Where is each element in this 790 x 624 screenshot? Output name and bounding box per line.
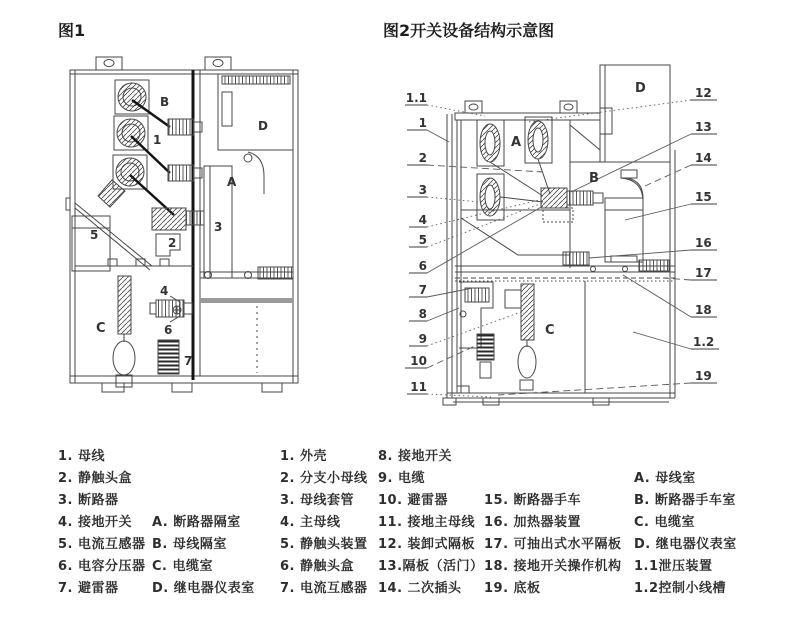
fig1-label-7: 7	[184, 354, 193, 368]
legend-item: 7. 电流互感器	[280, 581, 368, 596]
legend-item: 5. 电流互感器	[58, 537, 146, 552]
legend-item: C. 电缆室	[152, 559, 214, 574]
legend-item: 2. 静触头盒	[58, 471, 133, 486]
fig2-label-B: B	[589, 171, 599, 186]
fig2-callout-13: 13	[695, 120, 712, 134]
legend-item: 6. 电容分压器	[58, 559, 146, 574]
fig2-callout-1-1: 1.1	[405, 91, 427, 105]
fig2-drawing	[393, 50, 728, 430]
legend-item: 12. 装卸式隔板	[378, 537, 476, 552]
legend-item: 4. 主母线	[280, 515, 341, 530]
legend-item: 15. 断路器手车	[484, 493, 582, 508]
fig1-drawing	[52, 48, 317, 438]
legend-item: A. 母线室	[634, 471, 696, 486]
legend-item: 13.隔板（活门）	[378, 559, 484, 574]
fig1-legend-rooms	[152, 512, 255, 600]
fig2-callout-17: 17	[695, 266, 712, 280]
legend-item: 16. 加热器装置	[484, 515, 582, 530]
fig1-label-5: 5	[90, 228, 99, 242]
legend-item: 1.2控制小线槽	[634, 581, 727, 596]
fig1-legend-parts	[58, 446, 146, 600]
fig2-callout-11: 11	[410, 380, 427, 394]
fig2-callout-6: 6	[418, 259, 427, 273]
fig2-callout-1: 1	[418, 116, 427, 130]
fig1-label-B: B	[160, 95, 170, 109]
legend-item: 10. 避雷器	[378, 493, 449, 508]
fig2-title: 图2开关设备结构示意图	[383, 21, 555, 40]
fig1-label-4: 4	[160, 284, 169, 298]
legend-item: 17. 可抽出式水平隔板	[484, 537, 622, 552]
fig1-label-3: 3	[214, 220, 223, 234]
legend-item: 2. 分支小母线	[280, 471, 368, 486]
legend-item: C. 电缆室	[634, 515, 696, 530]
legend-item: 1.1泄压装置	[634, 559, 713, 574]
legend-item: 14. 二次插头	[378, 581, 462, 596]
fig2-callout-7: 7	[418, 283, 427, 297]
legend-item: 3. 断路器	[58, 493, 119, 508]
legend-item: A. 断路器隔室	[152, 515, 241, 530]
fig1-label-D: D	[258, 119, 268, 133]
legend-item: B. 母线隔室	[152, 537, 227, 552]
legend-item: 1. 母线	[58, 449, 106, 464]
legend-item: 9. 电缆	[378, 471, 426, 486]
fig2-cable-room	[457, 281, 585, 393]
fig1-label-1: 1	[153, 133, 162, 147]
legend-item: 3. 母线套管	[280, 493, 355, 508]
legend-item: D. 继电器仪表室	[152, 581, 255, 596]
fig1-title: 图1	[58, 21, 86, 40]
fig1-busbar-bushings	[72, 80, 204, 271]
fig1-label-6: 6	[164, 323, 173, 337]
fig2-legend-parts-a	[280, 446, 368, 600]
fig2-callout-12: 12	[695, 86, 712, 100]
legend-item: 18. 接地开关操作机构	[484, 559, 622, 574]
legend-item: 11. 接地主母线	[378, 515, 476, 530]
fig2-callout-4: 4	[418, 213, 427, 227]
fig1-label-C: C	[96, 321, 106, 336]
fig2-label-A: A	[511, 135, 522, 150]
legend-item: 6. 静触头盒	[280, 559, 355, 574]
fig2-legend-parts-b	[378, 446, 484, 600]
fig2-legend-rooms	[634, 468, 737, 600]
legend-item: 7. 避雷器	[58, 581, 119, 596]
fig2-callout-5: 5	[418, 233, 427, 247]
fig2-callout-19: 19	[695, 369, 712, 383]
legend-item: B. 断路器手车室	[634, 493, 736, 508]
fig2-label-C: C	[545, 323, 555, 338]
fig2-callout-10: 10	[410, 354, 427, 368]
fig2-callout-9: 9	[418, 332, 427, 346]
fig2-callout-14: 14	[695, 151, 712, 165]
fig2-callout-3: 3	[418, 183, 427, 197]
fig1-label-2: 2	[168, 236, 177, 250]
legend-item: 8. 接地开关	[378, 449, 453, 464]
fig2-callout-1-2: 1.2	[693, 335, 715, 349]
legend-item: 5. 静触头装置	[280, 537, 368, 552]
fig2-callout-18: 18	[695, 303, 712, 317]
fig2-callout-8: 8	[418, 307, 427, 321]
legend-item: 19. 底板	[484, 581, 541, 596]
fig2-label-D: D	[635, 81, 646, 96]
fig2-callout-16: 16	[695, 236, 712, 250]
fig2-callout-2: 2	[418, 151, 427, 165]
legend-item: D. 继电器仪表室	[634, 537, 737, 552]
fig2-callout-15: 15	[695, 190, 712, 204]
fig1-labels	[90, 95, 268, 368]
legend-item: 1. 外壳	[280, 449, 328, 464]
fig1-label-A: A	[227, 175, 237, 189]
legend-item: 4. 接地开关	[58, 515, 133, 530]
fig2-legend-parts-c	[484, 490, 622, 600]
